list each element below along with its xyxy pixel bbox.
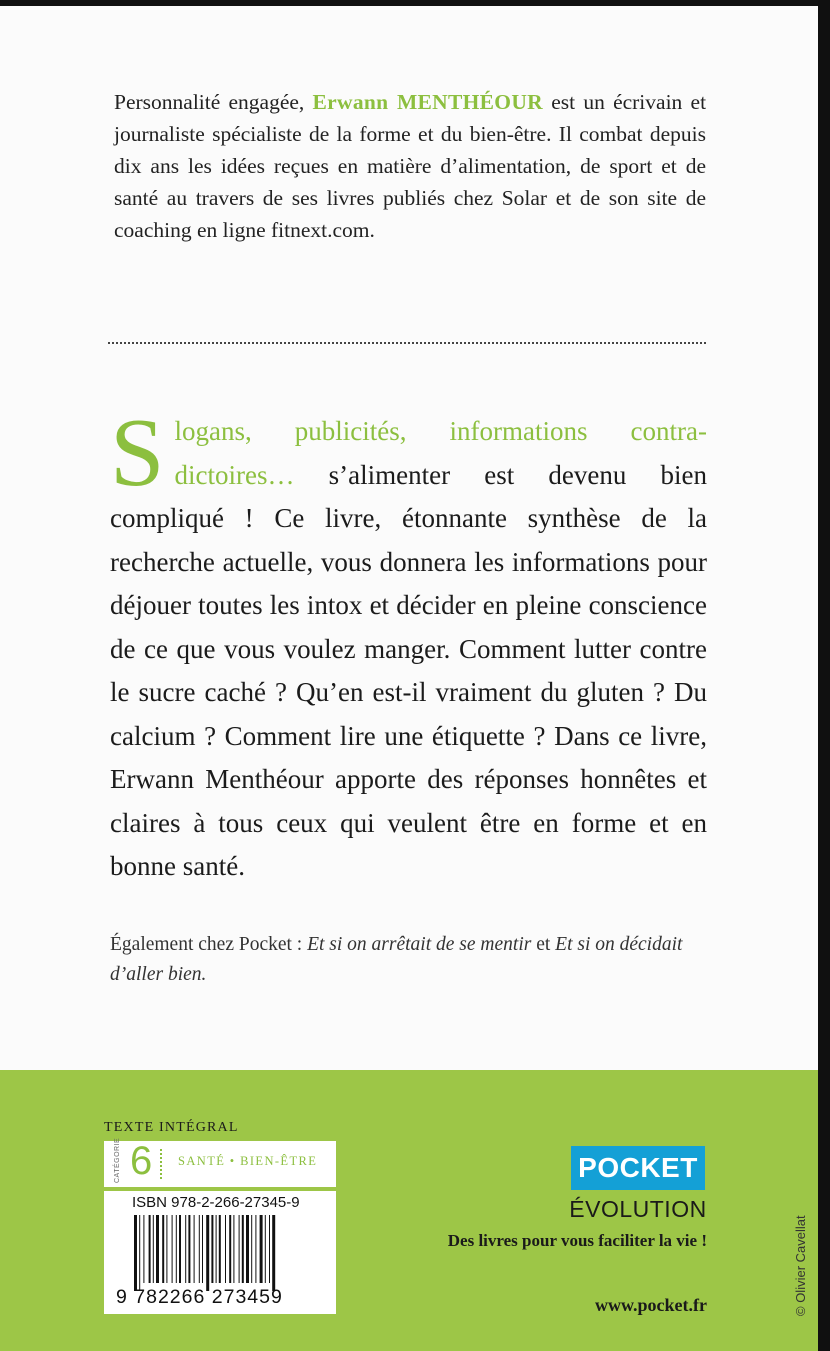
barcode-bar [172, 1215, 173, 1283]
barcode-bar [211, 1215, 213, 1283]
barcode-bar [149, 1215, 151, 1283]
category-box [104, 1137, 336, 1187]
also-joiner: et [536, 934, 551, 955]
category-separator [160, 1149, 162, 1179]
barcode-bar [176, 1215, 177, 1283]
barcode-bar [255, 1215, 256, 1283]
barcode-bar [269, 1215, 270, 1283]
category-number: 6 [130, 1139, 153, 1183]
barcode-bar [225, 1215, 226, 1283]
barcode-bar [242, 1215, 244, 1283]
book-spine-edge [818, 0, 830, 1351]
bio-intro: Personnalité engagée, [114, 90, 305, 114]
barcode-bar [134, 1215, 137, 1291]
dotted-divider [108, 342, 706, 344]
photo-credit: © Olivier Cavellat [793, 1215, 808, 1316]
barcode-digits: 9 782266 273459 [116, 1286, 283, 1308]
blurb-lead: logans, publicités, informations contra-dictoires… [174, 416, 707, 490]
barcode-bar [185, 1215, 186, 1283]
author-name: Erwann MENTHÉOUR [312, 90, 543, 114]
publisher-website[interactable]: www.pocket.fr [595, 1295, 707, 1315]
barcode-bar [143, 1215, 144, 1283]
barcode-bar [265, 1215, 266, 1283]
also-prefix: Également chez Pocket : [110, 934, 303, 955]
barcode-bar [179, 1215, 181, 1283]
barcode-bar [162, 1215, 164, 1283]
publisher-tagline: Des livres pour vous faciliter la vie ! [447, 1231, 707, 1250]
isbn: ISBN 978-2-266-27345-9 [132, 1194, 300, 1211]
barcode-bar [166, 1215, 167, 1283]
barcode-bar [260, 1215, 263, 1283]
also-title-1: Et si on arrêtait de se mentir [307, 934, 532, 955]
barcode-block [104, 1191, 336, 1314]
barcode-bar [194, 1215, 195, 1283]
category-label: CATÉGORIE [114, 1137, 121, 1183]
pocket-logo: POCKET [571, 1146, 705, 1190]
barcode-bar [239, 1215, 240, 1283]
barcode-bar [139, 1215, 140, 1291]
barcode-bar [153, 1215, 154, 1283]
barcode-bar [216, 1215, 217, 1283]
barcode-bar [246, 1215, 249, 1283]
barcode-bar [199, 1215, 200, 1283]
book-blurb [110, 399, 707, 889]
barcode-bar [251, 1215, 252, 1283]
texte-integral-label: TEXTE INTÉGRAL [104, 1120, 239, 1135]
also-at-pocket [110, 930, 707, 990]
also-title-2: Et si on décidait d’aller bien. [110, 934, 683, 985]
barcode-bar [156, 1215, 159, 1283]
barcode-bar [233, 1215, 234, 1283]
category-name: SANTÉ • BIEN-ÊTRE [178, 1154, 318, 1168]
bio-text: est un écrivain et journaliste spécialiste de la forme et du bien-être. Il combat depuis dix ans les idées reçues en matière d’alimentation, de sport et de santé au travers de ses livres publiés chez Solar et de son site de coaching en ligne fitnext.com. [114, 90, 707, 242]
barcode-bar [272, 1215, 275, 1291]
author-bio [114, 86, 706, 246]
barcode-bar [188, 1215, 190, 1283]
barcode-bar [206, 1215, 209, 1291]
blurb-body: s’alimenter est devenu bien compliqué ! Ce livre, étonnante synthèse de la recherche actuelle, vous donnera les informations pour déjouer toutes les intox et décider en pleine conscience de ce que vous voulez manger. Comment lutter contre le sucre caché ? Qu’en est-il vraiment du gluten ? Du calcium ? Comment lire une étiquette ? Dans ce livre, Erwann Menthéour apporte des réponses honnêtes et claires à tous ceux qui veulent être en forme et en bonne santé. [110, 459, 707, 881]
barcode-image [104, 1215, 336, 1293]
drop-cap: S [110, 399, 165, 507]
collection-name: ÉVOLUTION [569, 1196, 707, 1222]
barcode-bar [219, 1215, 221, 1283]
back-cover [0, 6, 818, 1351]
barcode-bar [202, 1215, 203, 1283]
barcode-bar [229, 1215, 231, 1283]
